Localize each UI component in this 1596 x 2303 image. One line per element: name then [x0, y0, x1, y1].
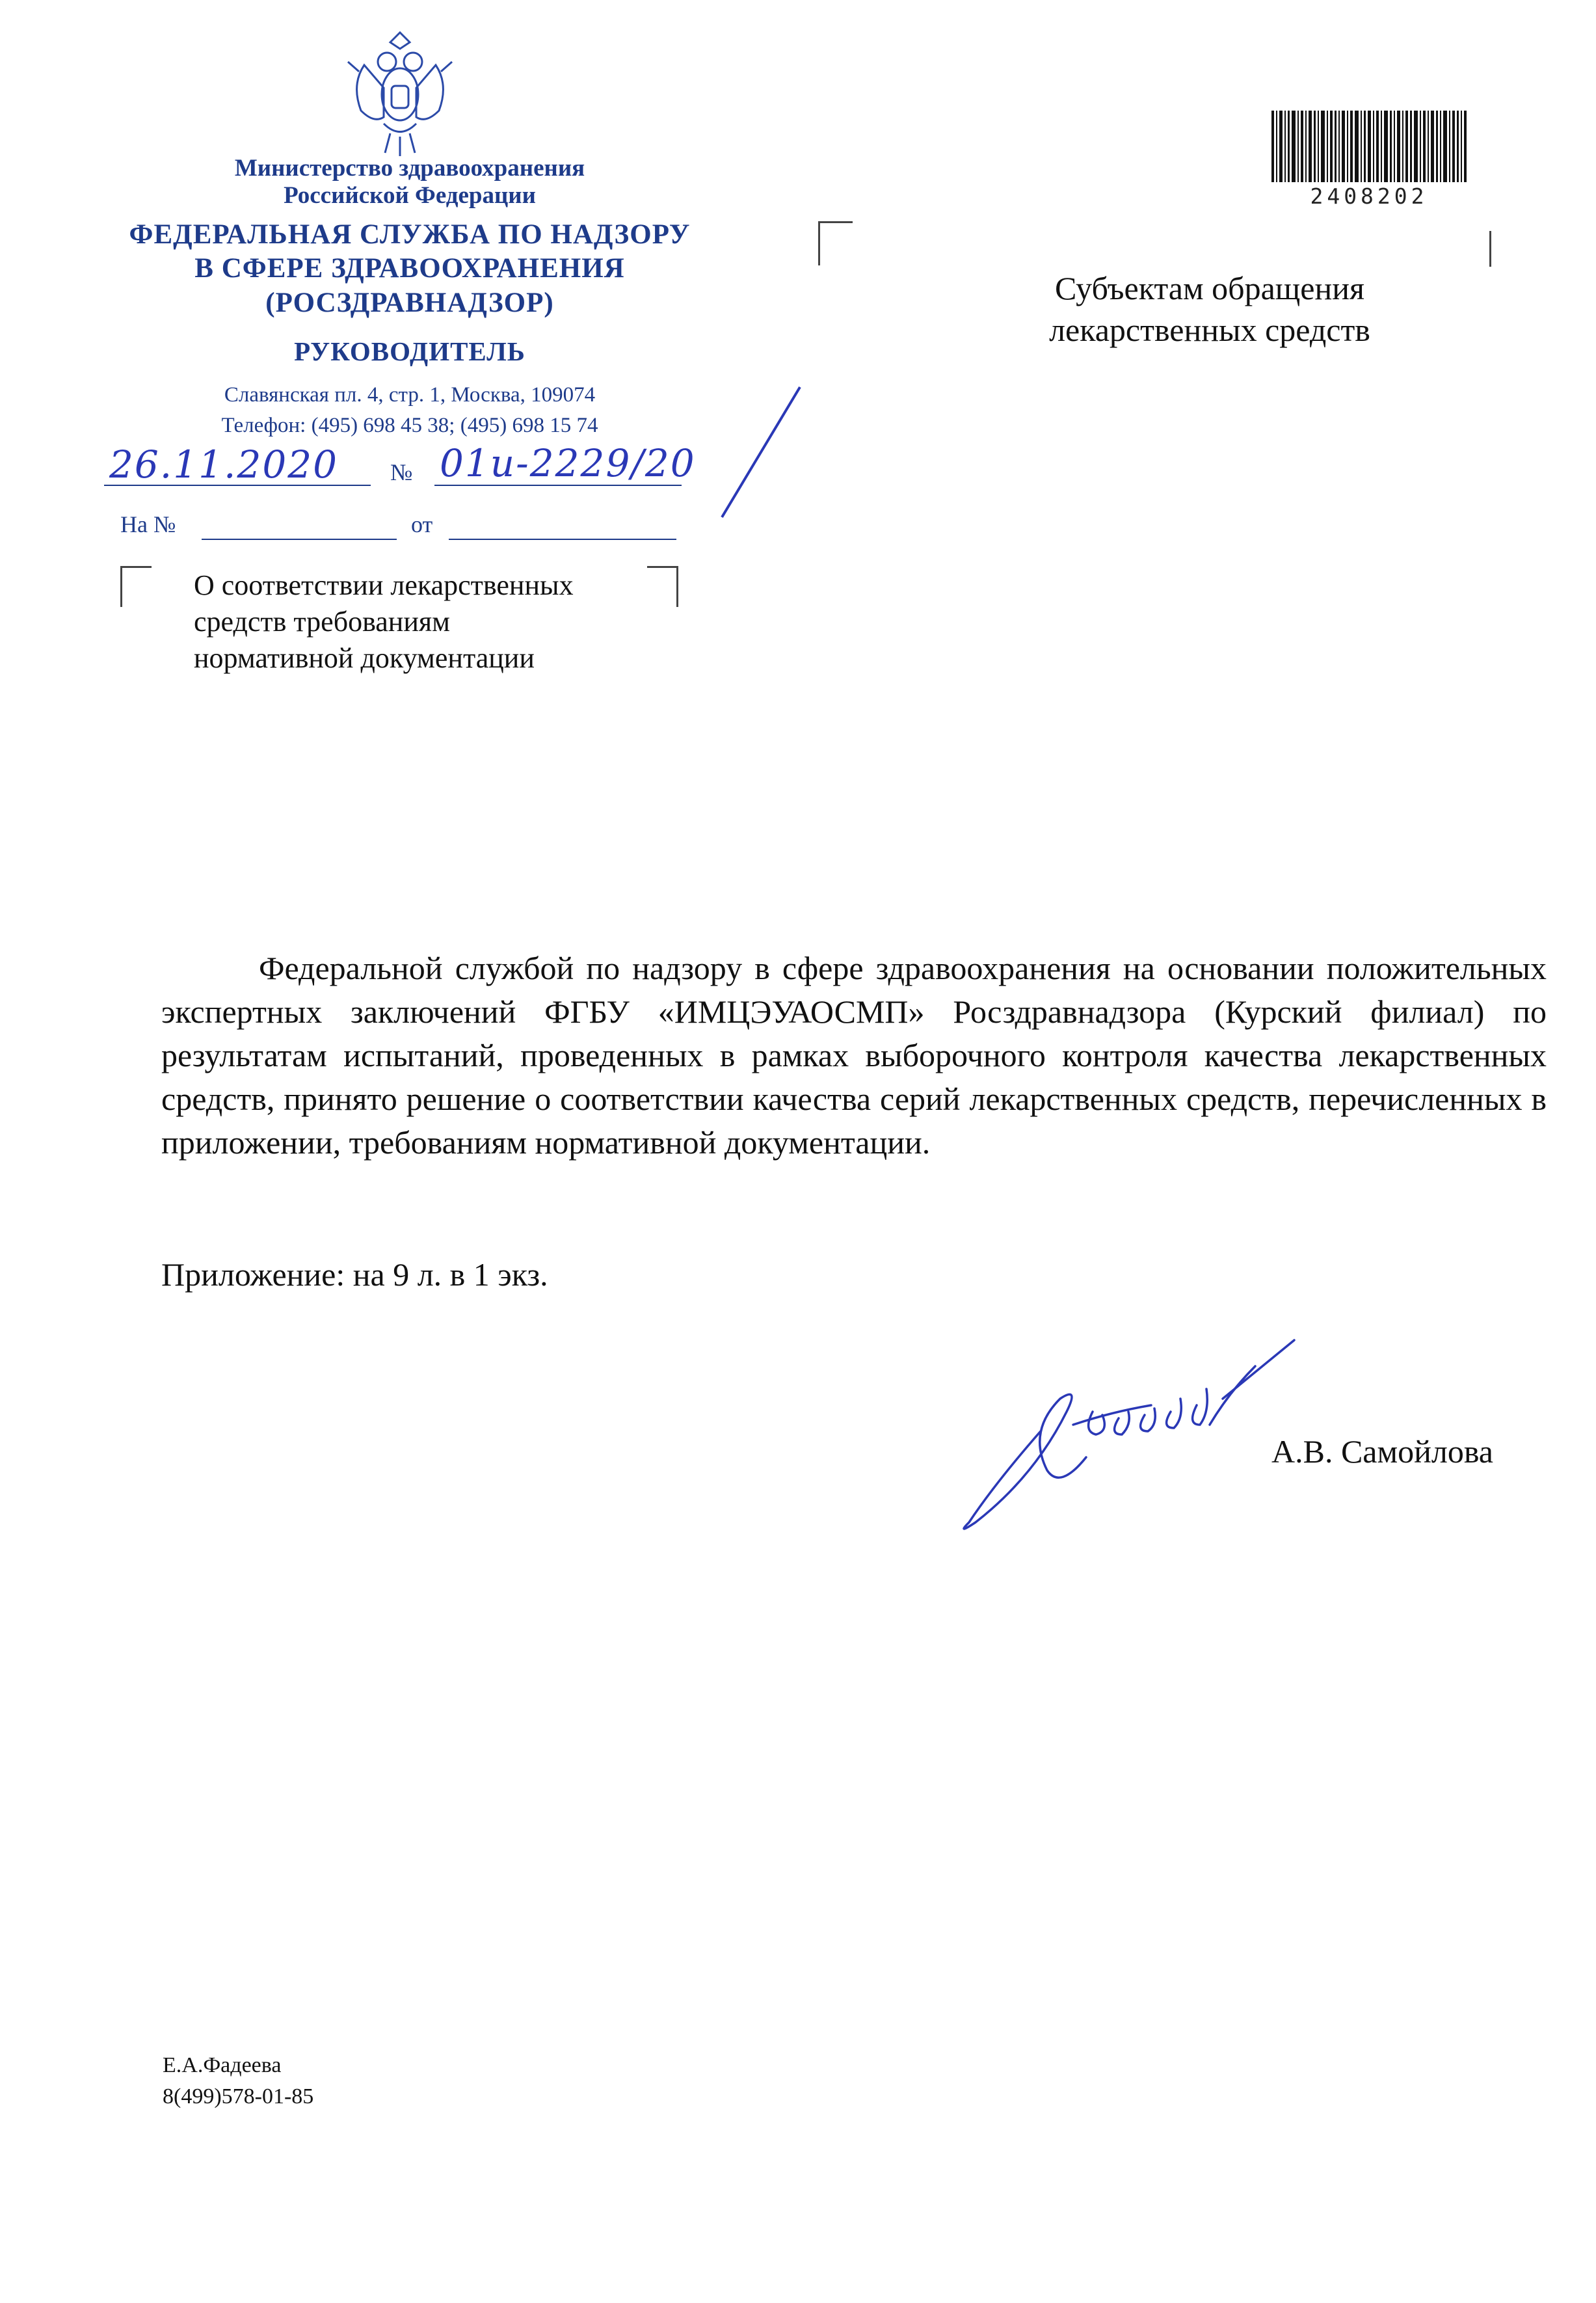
reply-label: На №	[120, 511, 176, 537]
subject-corner-left	[120, 566, 152, 607]
barcode-icon	[1271, 111, 1467, 182]
subject-line1: О соответствии лекарственных	[194, 569, 574, 601]
address-corner-right	[1489, 231, 1491, 267]
ministry-name-line2: Российской Федерации	[284, 182, 536, 209]
head-title: РУКОВОДИТЕЛЬ	[294, 336, 525, 366]
barcode-number: 2408202	[1310, 183, 1428, 209]
ministry-name-line1: Министерство здравоохранения	[234, 155, 585, 182]
coat-of-arms-icon	[345, 26, 455, 163]
attachment-note: Приложение: на 9 л. в 1 экз.	[161, 1256, 548, 1293]
subject-line2: средств требованиям	[194, 606, 450, 638]
service-name-line3: (РОСЗДРАВНАДЗОР)	[265, 288, 554, 318]
service-phone: Телефон: (495) 698 45 38; (495) 698 15 74	[221, 414, 598, 437]
addressee-line1: Субъектам обращения	[1055, 270, 1364, 306]
executor-name: Е.А.Фадеева	[163, 2053, 282, 2077]
reply-from-label: от	[411, 511, 433, 537]
body-paragraph: Федеральной службой по надзору в сфере здравоохранения на основании положительных экспертных заключений ФГБУ «ИМЦЭУАОСМП» Росздравнадзора (Курский филиал) по результатам испытаний, проведенных в рамках выборочного контроля качества лекарственных средств, принято решение о соответствии качества серий лекарственных средств, перечисленных в приложении, требованиям нормативной документации.	[161, 950, 1547, 1161]
subject-line3: нормативной документации	[194, 642, 535, 674]
addressee-line2: лекарственных средств	[1049, 312, 1370, 348]
address-corner-left	[818, 221, 853, 265]
registration-date: 26.11.2020	[109, 442, 339, 487]
service-name-line2: В СФЕРЕ ЗДРАВООХРАНЕНИЯ	[194, 253, 625, 284]
reply-date-underline	[449, 539, 676, 540]
service-name-line1: ФЕДЕРАЛЬНАЯ СЛУЖБА ПО НАДЗОРУ	[129, 219, 691, 250]
registration-number: 01и-2229/20	[440, 441, 696, 485]
signer-name: А.В. Самойлова	[1271, 1433, 1493, 1470]
reply-number-underline	[202, 539, 397, 540]
executor-phone: 8(499)578-01-85	[163, 2084, 314, 2108]
number-label: №	[390, 459, 413, 485]
service-address: Славянская пл. 4, стр. 1, Москва, 109074	[224, 383, 596, 407]
ink-stroke-icon	[709, 384, 813, 520]
